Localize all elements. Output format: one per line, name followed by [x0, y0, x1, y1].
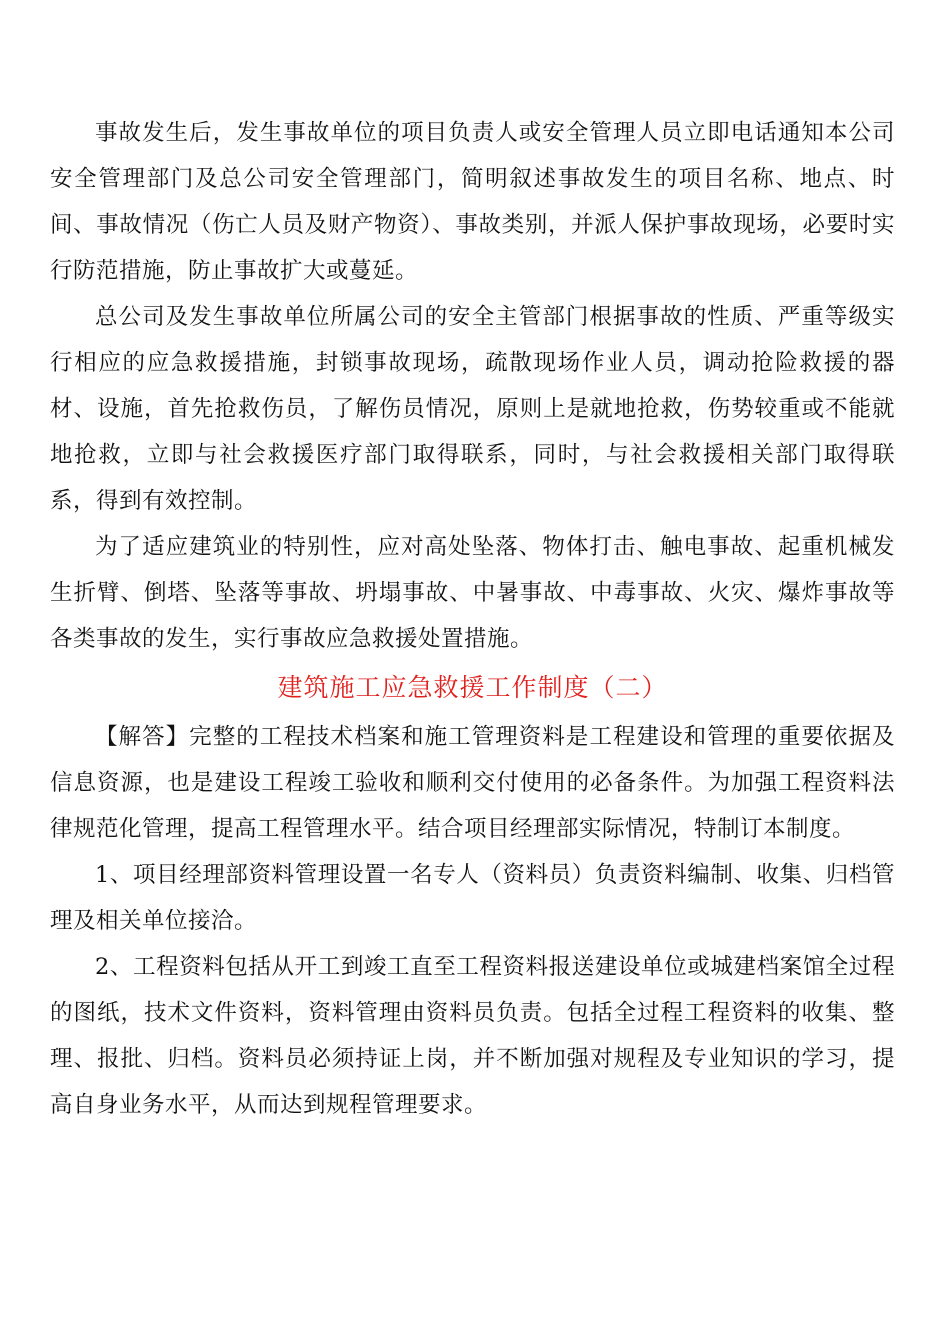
paragraph-rule-2: 2、工程资料包括从开工到竣工直至工程资料报送建设单位或城建档案馆全过程的图纸，技术文件资料，资料管理由资料员负责。包括全过程工程资料的收集、整理、报批、归档。资料员必须持证上岗，并不断加强对规程及专业知识的学习，提高自身业务水平，从而达到规程管理要求。: [50, 954, 895, 1118]
paragraph-accident-types: 为了适应建筑业的特别性，应对高处坠落、物体打击、触电事故、起重机械发生折臂、倒塔、坠落等事故、坍塌事故、中暑事故、中毒事故、火灾、爆炸事故等各类事故的发生，实行事故应急救援处置措施。: [50, 534, 895, 652]
paragraph-accident-report: 事故发生后，发生事故单位的项目负责人或安全管理人员立即电话通知本公司安全管理部门及总公司安全管理部门，简明叙述事故发生的项目名称、地点、时间、事故情况（伤亡人员及财产物资）、事故类别，并派人保护事故现场，必要时实行防范措施，防止事故扩大或蔓延。: [50, 120, 895, 284]
document-page: [50, 110, 895, 1128]
paragraph-answer-intro: 【解答】完整的工程技术档案和施工管理资料是工程建设和管理的重要依据及信息资源，也是建设工程竣工验收和顺利交付使用的必备条件。为加强工程资料法律规范化管理，提高工程管理水平。结合项目经理部实际情况，特制订本制度。: [50, 724, 895, 842]
paragraph-rule-1: 1、项目经理部资料管理设置一名专人（资料员）负责资料编制、收集、归档管理及相关单位接洽。: [50, 862, 895, 934]
section-title: 建筑施工应急救援工作制度（二）: [277, 673, 668, 702]
paragraph-rescue-measures: 总公司及发生事故单位所属公司的安全主管部门根据事故的性质、严重等级实行相应的应急救援措施，封锁事故现场，疏散现场作业人员，调动抢险救援的器材、设施，首先抢救伤员，了解伤员情况，原则上是就地抢救，伤势较重或不能就地抢救，立即与社会救援医疗部门取得联系，同时，与社会救援相关部门取得联系，得到有效控制。: [50, 304, 895, 514]
